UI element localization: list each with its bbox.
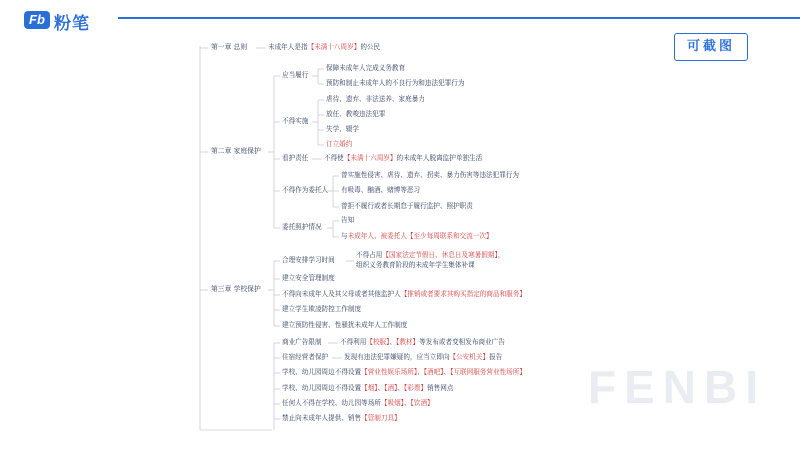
ch2-entrust-no-item: 有吸毒、酗酒、赌博等恶习 [341,186,421,194]
ch2-forbid-node: 不得实施 [282,117,309,125]
ch2-entrust-case-node: 委托照护情况 [282,223,322,231]
ch2-forbid-item: 放任、教唆违法犯罪 [326,110,386,118]
ch4-ad-node: 商业广告限制 [282,338,322,346]
ch3-item: 建立安全管理制度 [282,274,335,282]
ch2-forbid-item: 失学、辍学 [326,125,359,133]
ch4-hotel-node: 住宿经营者保护 [282,353,329,361]
ch2-should-node: 应当履行 [282,71,309,79]
fenbi-watermark: FENBI [588,361,766,413]
ch3-study-line: 组织义务教育阶段的未成年学生集体补课 [356,261,475,269]
chapter-3-node: 第三章 学校保护 [211,285,261,293]
ch2-care-node: 看护责任 [282,154,309,162]
ch4-item: 学校、幼儿园周边不得设置【营业性娱乐场所】、【酒吧】、【互联网服务营业性场所】 [282,368,526,376]
ch4-item: 任何人不得在学校、幼儿园等场所【吸烟】、【饮酒】 [282,399,434,407]
fenbi-logo-mark: Fb [24,11,50,29]
ch2-entrust-no-node: 不得作为委托人 [282,186,329,194]
ch3-no-ask-item: 不得向未成年人及其父母或者其他监护人【推销或者要求其购买指定的商品和服务】 [282,290,526,298]
ch2-should-item: 预防和制止未成年人的不良行为和违法犯罪行为 [326,79,465,87]
ch1-minor-definition: 未成年人是指【未满十八周岁】的公民 [268,43,381,51]
chapter-1-node: 第一章 总则 [211,43,248,51]
screenshot-allowed-badge: 可截图 [674,33,748,61]
fenbi-logo-text: 粉笔 [54,14,90,34]
ch2-entrust-case-item: 与未成年人、被委托人【至少每周联系和交流一次】 [341,232,493,240]
ch4-ad-item: 不得利用【校服】、【教材】等发布或者变相发布商业广告 [340,338,505,346]
chapter-2-node: 第二章 家庭保护 [211,147,261,155]
ch3-item: 建立预防性侵害、性骚扰未成年人工作制度 [282,321,408,329]
ch2-forbid-item-highlight: 订立婚约 [326,140,353,148]
ch2-should-item: 保障未成年人完成义务教育 [326,64,406,72]
ch2-care-item: 不得使【未满十六周岁】的未成年人脱离监护单独生活 [324,154,483,162]
ch2-entrust-no-item: 曾实施性侵害、虐待、遗弃、拐卖、暴力伤害等违法犯罪行为 [341,171,520,179]
ch4-item: 学校、幼儿园周边不得设置【烟】、【酒】、【彩票】销售网点 [282,384,454,392]
ch2-entrust-case-item: 告知 [341,216,355,224]
ch3-study-line: 不得占用【国家法定节假日、休息日及寒暑假期】， [356,251,505,259]
ch4-hotel-item: 发现有违法犯罪嫌疑的，应当立即向【公安机关】报告 [344,353,503,361]
ch3-item: 建立学生欺凌防控工作制度 [282,305,362,313]
ch2-forbid-item: 虐待、遗弃、非法送养、家庭暴力 [326,95,425,103]
ch3-study-node: 合理安排学习时间 [282,256,335,264]
ch2-entrust-no-item: 曾拒不履行或者长期怠于履行监护、照护职责 [341,202,473,210]
ch4-item: 禁止向未成年人提供、销售【管制刀具】 [282,414,401,422]
